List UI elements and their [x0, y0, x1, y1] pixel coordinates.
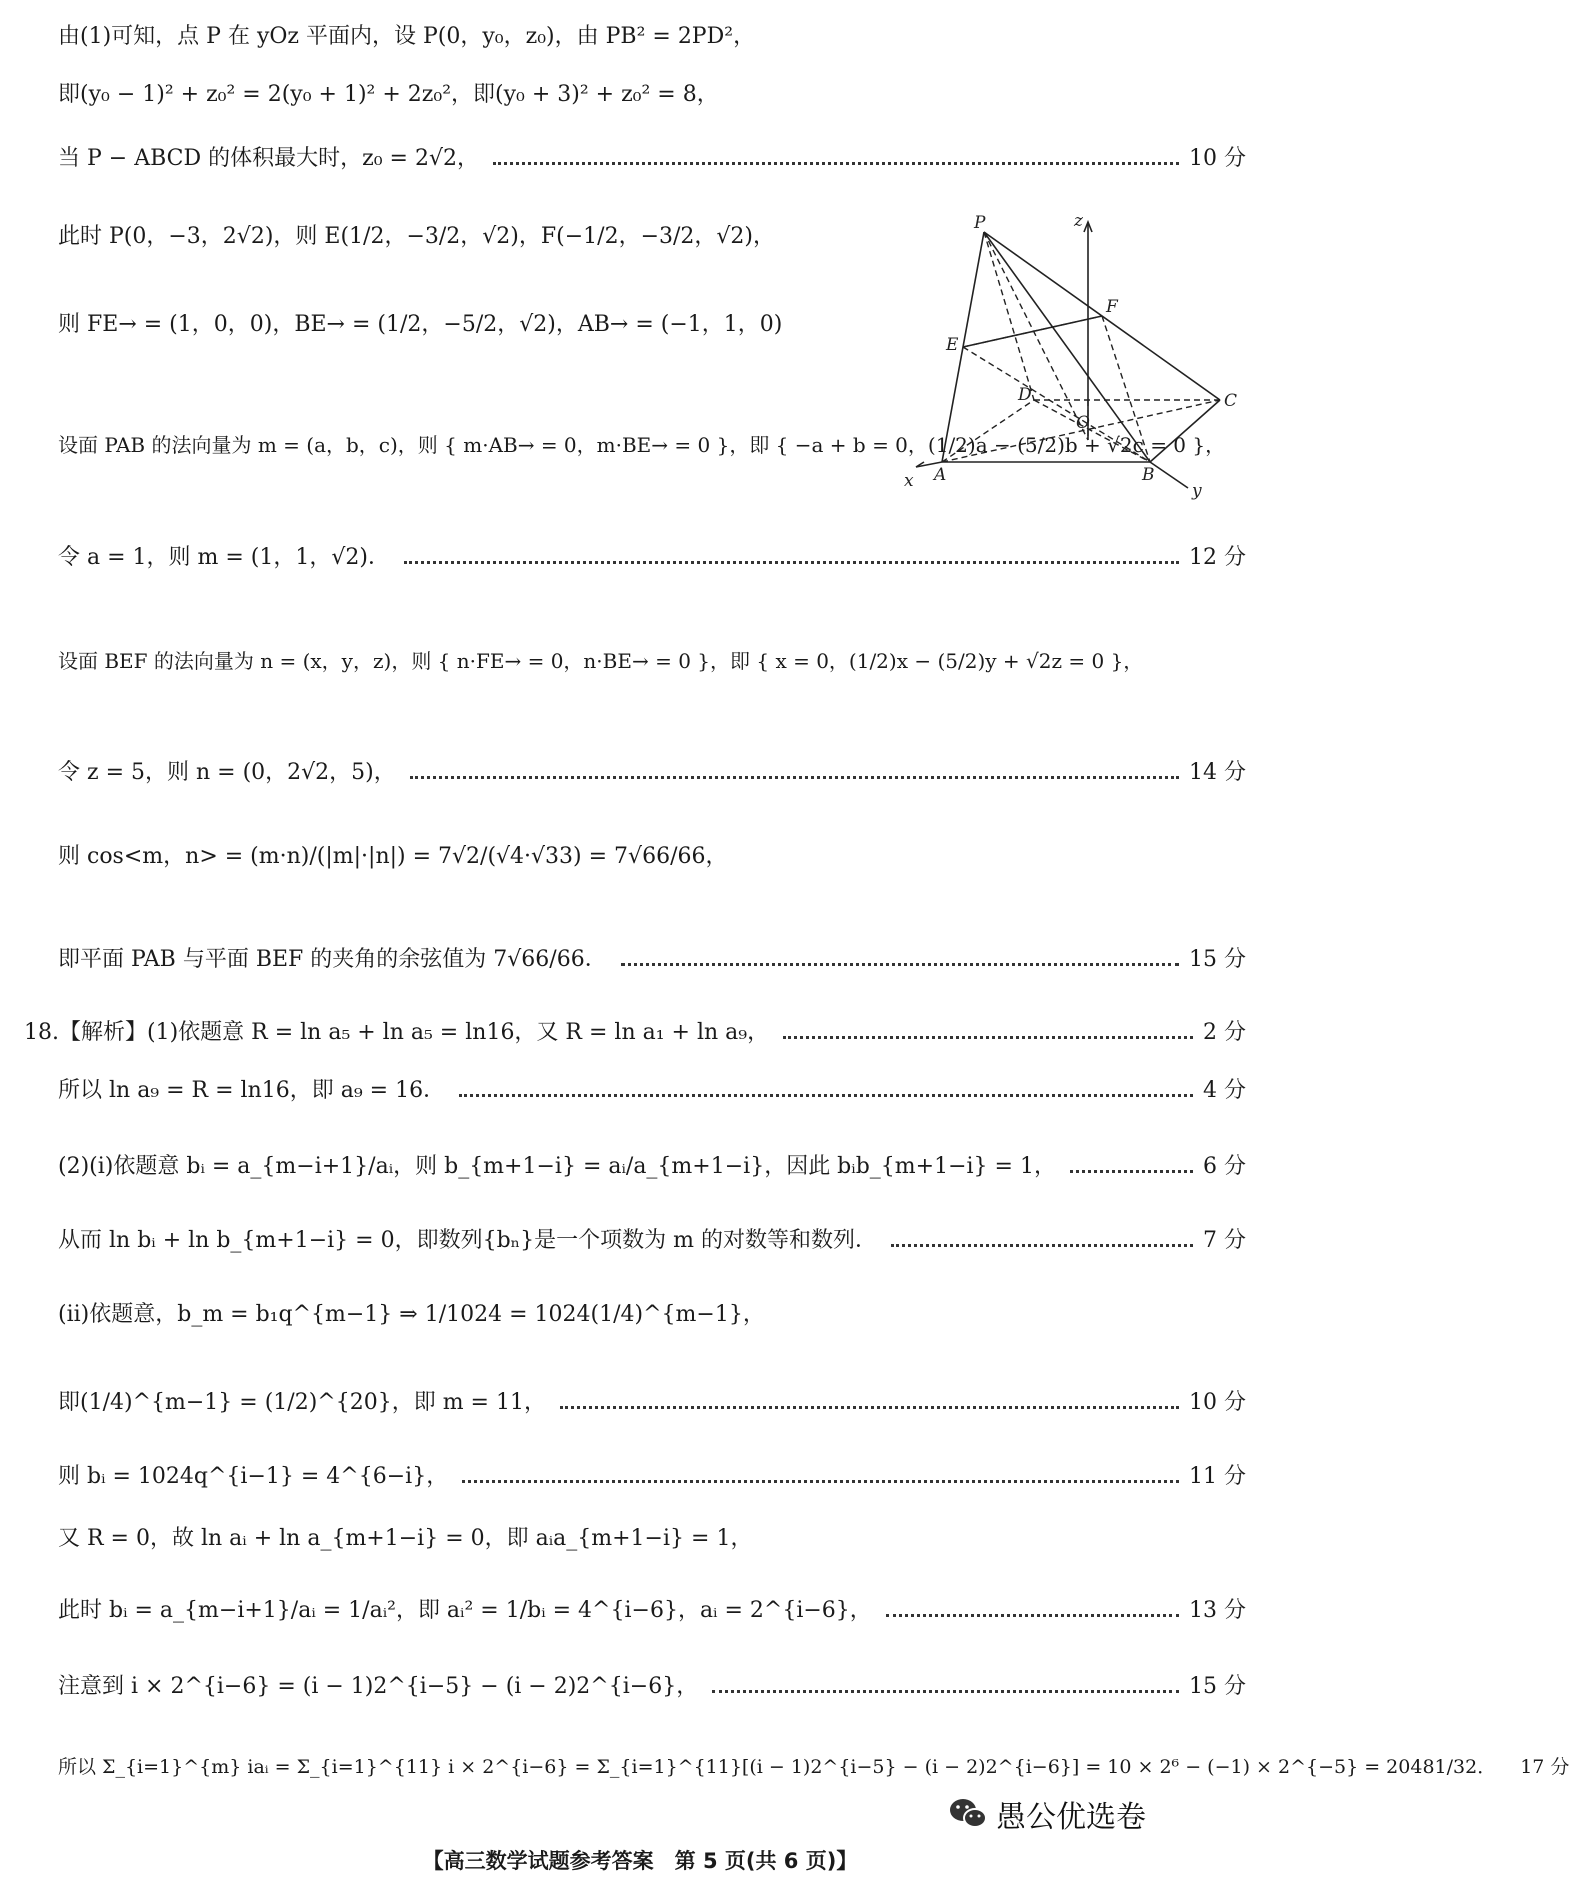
label-P: P — [974, 213, 986, 233]
watermark-text: 愚公优选卷 — [996, 1800, 1146, 1835]
line-7-text: 令 a = 1，则 m = (1，1，√2)． — [58, 545, 390, 570]
line-8: 设面 BEF 的法向量为 n = (x，y，z)，则 { n·FE→ = 0，n·BE→ = 0 }，即 { x = 0，(1/2)x − (5/2)y + √2z = 0 }， — [58, 649, 1144, 673]
line-10: 则 cos<m，n> = (m·n)/(|m|·|n|) = 7√2/(√4·√33) = 7√66/66， — [58, 844, 728, 869]
label-F: F — [1106, 297, 1118, 317]
line-12-text: 18.【解析】(1)依题意 R = ln a₅ + ln a₅ = ln16，又 R = ln a₁ + ln a₉， — [24, 1020, 770, 1045]
line-5: 则 FE→ = (1，0，0)，BE→ = (1/2，−5/2，√2)，AB→ = (−1，1，0) — [58, 312, 783, 337]
label-D: D — [1018, 385, 1032, 405]
line-15 — [58, 1226, 1246, 1256]
label-x: x — [904, 471, 914, 491]
line-21 — [58, 1672, 1246, 1702]
label-y: y — [1192, 481, 1202, 501]
score-2: 2 分 — [1203, 1020, 1246, 1045]
line-7 — [58, 543, 1246, 573]
dot-leader — [493, 162, 1179, 165]
dot-leader — [459, 1094, 1193, 1097]
dot-leader — [462, 1480, 1179, 1483]
line-9-text: 令 z = 5，则 n = (0，2√2，5)， — [58, 760, 396, 785]
score-13: 13 分 — [1189, 1598, 1246, 1623]
watermark — [948, 1792, 1146, 1836]
score-10b: 10 分 — [1189, 1390, 1246, 1415]
label-O: O — [1076, 413, 1090, 433]
line-13 — [58, 1076, 1246, 1106]
score-11: 11 分 — [1189, 1464, 1246, 1489]
line-1: 由(1)可知，点 P 在 yOz 平面内，设 P(0，y₀，z₀)，由 PB² = 2PD²， — [58, 24, 756, 49]
line-2: 即(y₀ − 1)² + z₀² = 2(y₀ + 1)² + 2z₀²，即(y₀ + 3)² + z₀² = 8， — [58, 82, 719, 107]
score-15: 15 分 — [1189, 947, 1246, 972]
score-10: 10 分 — [1189, 146, 1246, 171]
label-A: A — [934, 465, 947, 485]
dot-leader — [712, 1690, 1179, 1693]
line-17-text: 即(1/4)^{m−1} = (1/2)^{20}，即 m = 11， — [58, 1390, 546, 1415]
dot-leader — [410, 776, 1179, 779]
label-C: C — [1224, 391, 1238, 411]
line-12 — [24, 1018, 1246, 1048]
line-14-text: (2)(i)依题意 bᵢ = a_{m−i+1}/aᵢ，则 b_{m+1−i} = aᵢ/a_{m+1−i}，因此 bᵢb_{m+1−i} = 1， — [58, 1154, 1056, 1179]
line-4: 此时 P(0，−3，2√2)，则 E(1/2，−3/2，√2)，F(−1/2，−3/2，√2)， — [58, 224, 776, 249]
label-B: B — [1142, 465, 1155, 485]
score-12: 12 分 — [1189, 545, 1246, 570]
line-20-text: 此时 bᵢ = a_{m−i+1}/aᵢ = 1/aᵢ²，即 aᵢ² = 1/bᵢ = 4^{i−6}，aᵢ = 2^{i−6}， — [58, 1598, 872, 1623]
dot-leader — [783, 1036, 1193, 1039]
dot-leader — [404, 561, 1179, 564]
score-6: 6 分 — [1203, 1154, 1246, 1179]
page-footer: 【高三数学试题参考答案 第 5 页(共 6 页)】 — [422, 1849, 858, 1873]
line-18-text: 则 bᵢ = 1024q^{i−1} = 4^{6−i}， — [58, 1464, 449, 1489]
dot-leader — [886, 1614, 1179, 1617]
score-15b: 15 分 — [1189, 1674, 1246, 1699]
score-17: 17 分 — [1520, 1756, 1569, 1778]
line-11-text: 即平面 PAB 与平面 BEF 的夹角的余弦值为 7√66/66． — [58, 947, 607, 972]
label-E: E — [946, 335, 959, 355]
pyramid-figure — [898, 210, 1248, 500]
line-19: 又 R = 0，故 ln aᵢ + ln a_{m+1−i} = 0，即 aᵢa_{m+1−i} = 1， — [58, 1526, 753, 1551]
line-22-text: 所以 Σ_{i=1}^{m} iaᵢ = Σ_{i=1}^{11} i × 2^{i−6} = Σ_{i=1}^{11}[(i − 1)2^{i−5} − (i − 2)2^{i−6}] = 10 × 2⁶ − (−1) × 2^{−5} = 20481/32． — [58, 1756, 1497, 1778]
line-16: (ii)依题意，b_m = b₁q^{m−1} ⇒ 1/1024 = 1024(1/4)^{m−1}， — [58, 1302, 765, 1327]
dot-leader — [891, 1244, 1193, 1247]
line-3 — [58, 144, 1246, 174]
line-11 — [58, 945, 1246, 975]
dot-leader — [560, 1406, 1179, 1409]
line-6: 设面 PAB 的法向量为 m = (a，b，c)，则 { m·AB→ = 0，m·BE→ = 0 }，即 { −a + b = 0，(1/2)a − (5/2)b + √2c = 0 }， — [58, 433, 1226, 457]
dot-leader — [1070, 1170, 1193, 1173]
score-7: 7 分 — [1203, 1228, 1246, 1253]
score-4: 4 分 — [1203, 1078, 1246, 1103]
line-3-text: 当 P − ABCD 的体积最大时，z₀ = 2√2， — [58, 146, 479, 171]
line-21-text: 注意到 i × 2^{i−6} = (i − 1)2^{i−5} − (i − 2)2^{i−6}， — [58, 1674, 699, 1699]
dot-leader — [621, 963, 1179, 966]
wechat-icon — [948, 1797, 988, 1831]
line-9 — [58, 758, 1246, 788]
line-18 — [58, 1462, 1246, 1492]
score-14: 14 分 — [1189, 760, 1246, 785]
line-17 — [58, 1388, 1246, 1418]
line-20 — [58, 1596, 1246, 1626]
label-z: z — [1074, 211, 1083, 231]
line-13-text: 所以 ln a₉ = R = ln16，即 a₉ = 16． — [58, 1078, 446, 1103]
line-15-text: 从而 ln bᵢ + ln b_{m+1−i} = 0，即数列{bₙ}是一个项数为 m 的对数等和数列． — [58, 1228, 878, 1253]
line-14 — [58, 1152, 1246, 1182]
line-22 — [58, 1752, 1569, 1782]
